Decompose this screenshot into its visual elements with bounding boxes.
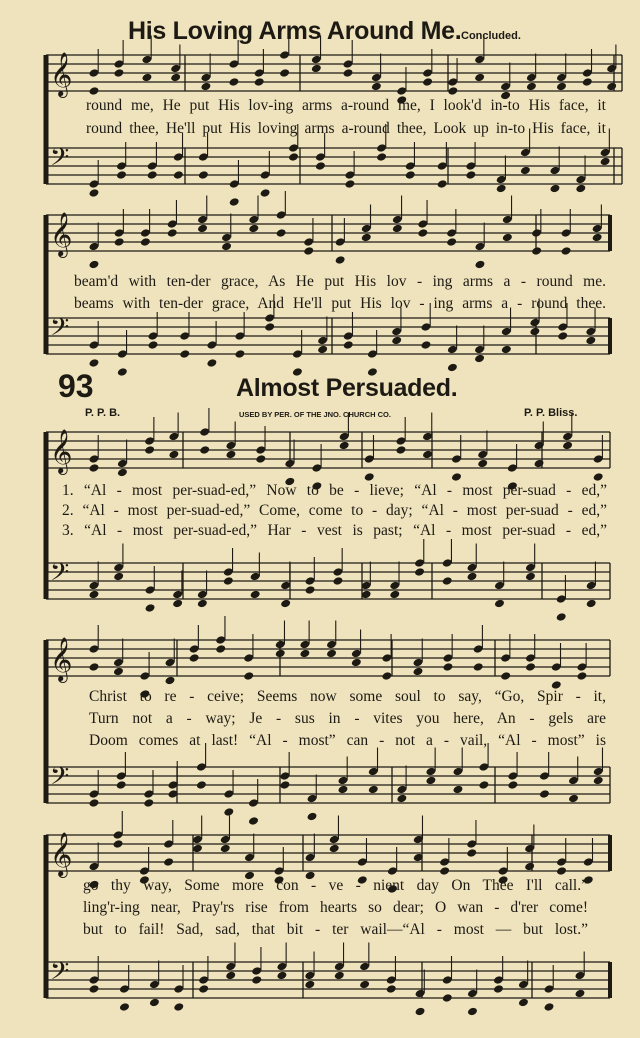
note-head xyxy=(89,260,100,270)
note-head xyxy=(334,971,345,981)
treble-clef-icon: 𝄞 xyxy=(50,832,73,876)
note-head xyxy=(392,224,403,234)
note-head xyxy=(606,82,617,92)
note-head xyxy=(437,179,448,189)
note-head xyxy=(562,441,573,451)
note-head xyxy=(332,576,343,586)
note-head xyxy=(414,567,425,577)
note-head xyxy=(465,170,476,180)
note-head xyxy=(225,971,236,981)
note-head xyxy=(116,780,127,790)
note-head xyxy=(451,472,462,482)
note-head xyxy=(315,161,326,171)
note-head xyxy=(496,184,507,194)
note-head xyxy=(234,349,245,359)
note-head xyxy=(391,336,402,346)
note-head xyxy=(344,179,355,189)
note-head xyxy=(264,322,275,332)
note-head xyxy=(576,671,587,681)
note-head xyxy=(167,228,178,238)
note-head xyxy=(89,463,100,473)
lyric-line: ling'r-ing near, Pray'rs rise from hearts so dear; O wan - d'rer come! xyxy=(83,899,588,916)
note-head xyxy=(386,984,397,994)
lyric-line: 2. “Al - most per-suad-ed,” Come, come to - day; “Al - most per-suad - ed,” xyxy=(62,502,607,519)
note-head xyxy=(165,676,176,686)
note-head xyxy=(192,844,203,854)
note-head xyxy=(140,237,151,247)
note-head xyxy=(148,340,159,350)
note-head xyxy=(251,975,262,985)
note-head xyxy=(556,82,567,92)
note-head xyxy=(396,445,407,455)
note-head xyxy=(206,358,217,368)
note-head xyxy=(343,340,354,350)
note-head xyxy=(389,590,400,600)
note-head xyxy=(442,993,453,1003)
note-head xyxy=(474,260,485,270)
note-head xyxy=(89,798,100,808)
note-head xyxy=(493,984,504,994)
note-head xyxy=(179,349,190,359)
note-head xyxy=(339,441,350,451)
lyric-line: beams with ten-der grace, And He'll put His lov - ing arms a - round thee. xyxy=(74,295,606,312)
lyric-line: Christ to re - ceive; Seems now some soul to say, “Go, Spir - it, xyxy=(89,688,606,705)
note-head xyxy=(539,789,550,799)
note-head xyxy=(439,866,450,876)
note-head xyxy=(422,77,433,87)
note-head xyxy=(518,998,529,1008)
note-head xyxy=(534,459,545,469)
note-head xyxy=(381,671,392,681)
note-head xyxy=(507,780,518,790)
note-head xyxy=(502,233,513,243)
note-head xyxy=(556,612,567,622)
lyric-line: round me, He put His lov-ing arms a-round me, I look'd in-to His face, it xyxy=(86,97,606,114)
note-head xyxy=(163,857,174,867)
note-head xyxy=(303,246,314,256)
note-head xyxy=(474,73,485,83)
note-head xyxy=(119,1002,130,1012)
note-head xyxy=(593,776,604,786)
note-head xyxy=(586,599,597,609)
note-head xyxy=(89,984,100,994)
note-head xyxy=(279,780,290,790)
note-head xyxy=(117,468,128,478)
words-credit: P. P. B. xyxy=(85,407,121,419)
lyric-line: 1. “Al - most per-suad-ed,” Now to be - lieve; “Al - most per-suad - ed,” xyxy=(62,482,607,499)
note-head xyxy=(520,166,531,176)
note-head xyxy=(197,599,208,609)
note-head xyxy=(196,780,207,790)
note-head xyxy=(89,358,100,368)
note-head xyxy=(276,228,287,238)
note-head xyxy=(361,233,372,243)
note-head xyxy=(221,242,232,252)
note-head xyxy=(442,662,453,672)
note-head xyxy=(307,812,318,822)
note-head xyxy=(575,989,586,999)
note-head xyxy=(198,170,209,180)
note-head xyxy=(550,184,561,194)
note-head xyxy=(168,450,179,460)
note-head xyxy=(335,255,346,265)
note-head xyxy=(89,86,100,96)
note-head xyxy=(582,77,593,87)
note-head xyxy=(143,798,154,808)
note-head xyxy=(189,653,200,663)
note-head xyxy=(544,1002,555,1012)
note-head xyxy=(215,644,226,654)
note-head xyxy=(147,170,158,180)
note-head xyxy=(89,188,100,198)
bass-clef-icon: 𝄢 xyxy=(50,313,70,348)
note-head xyxy=(568,794,579,804)
note-head xyxy=(113,839,124,849)
note-head xyxy=(351,658,362,668)
note-head xyxy=(228,77,239,87)
note-head xyxy=(288,152,299,162)
note-head xyxy=(173,1002,184,1012)
note-head xyxy=(477,459,488,469)
note-head xyxy=(525,662,536,672)
note-head xyxy=(442,576,453,586)
lyric-line: Doom comes at last! “Al - most” can - not a - vail, “Al - most” is xyxy=(89,732,606,749)
note-head xyxy=(276,971,287,981)
note-head xyxy=(600,157,611,167)
note-head xyxy=(585,336,596,346)
note-head xyxy=(417,228,428,238)
note-head xyxy=(557,331,568,341)
hymn-title: Almost Persuaded. xyxy=(236,374,458,402)
note-head xyxy=(114,237,125,247)
note-head xyxy=(225,450,236,460)
note-head xyxy=(116,170,127,180)
note-head xyxy=(467,1007,478,1017)
note-head xyxy=(478,780,489,790)
note-head xyxy=(405,170,416,180)
note-head xyxy=(248,816,259,826)
note-head xyxy=(117,367,128,377)
note-head xyxy=(329,844,340,854)
note-head xyxy=(199,445,210,455)
note-head xyxy=(145,603,156,613)
note-head xyxy=(413,667,424,677)
note-head xyxy=(317,345,328,355)
note-head xyxy=(526,82,537,92)
note-head xyxy=(304,980,315,990)
note-head xyxy=(446,237,457,247)
note-head xyxy=(144,445,155,455)
note-head xyxy=(280,599,291,609)
note-head xyxy=(254,77,265,87)
note-head xyxy=(575,184,586,194)
note-head xyxy=(364,472,375,482)
note-head xyxy=(326,649,337,659)
treble-clef-icon: 𝄞 xyxy=(50,212,73,256)
lyric-line: 3. “Al - most per-suad-ed,” Har - vest is past; “Al - most per-suad - ed,” xyxy=(62,522,607,539)
hymn-number: 93 xyxy=(58,368,94,404)
note-head xyxy=(338,785,349,795)
note-head xyxy=(529,327,540,337)
note-head xyxy=(260,188,271,198)
note-head xyxy=(593,472,604,482)
note-head xyxy=(279,68,290,78)
note-head xyxy=(501,345,512,355)
lyric-line: go thy way, Some more con - ve - nient day On Thee I'll call.” xyxy=(83,877,588,894)
note-head xyxy=(220,844,231,854)
bass-clef-icon: 𝄢 xyxy=(50,762,70,797)
note-head xyxy=(396,794,407,804)
note-head xyxy=(556,866,567,876)
note-head xyxy=(311,64,322,74)
hymn-title: His Loving Arms Around Me. xyxy=(128,17,462,45)
lyric-line: beam'd with ten-der grace, As He put His lov - ing arms a - round me. xyxy=(74,273,606,290)
treble-clef-icon: 𝄞 xyxy=(50,52,73,96)
note-head xyxy=(89,590,100,600)
treble-clef-icon: 𝄞 xyxy=(50,429,73,473)
note-head xyxy=(343,68,354,78)
note-head xyxy=(223,576,234,586)
note-head xyxy=(113,68,124,78)
note-head xyxy=(524,862,535,872)
bass-clef-icon: 𝄢 xyxy=(50,957,70,992)
lyric-line: Turn not a - way; Je - sus in - vites you here, An - gels are xyxy=(89,710,606,727)
note-head xyxy=(223,807,234,817)
note-head xyxy=(305,585,316,595)
note-head xyxy=(473,662,484,672)
note-head xyxy=(467,572,478,582)
treble-clef-icon: 𝄞 xyxy=(50,637,73,681)
note-head xyxy=(275,649,286,659)
note-head xyxy=(421,340,432,350)
note-head xyxy=(376,152,387,162)
note-head xyxy=(173,170,184,180)
note-head xyxy=(197,224,208,234)
note-head xyxy=(198,984,209,994)
note-head xyxy=(592,233,603,243)
note-head xyxy=(525,572,536,582)
note-head xyxy=(243,671,254,681)
note-head xyxy=(299,649,310,659)
bass-clef-icon: 𝄢 xyxy=(50,143,70,178)
note-head xyxy=(170,73,181,83)
music-credit: P. P. Bliss. xyxy=(524,407,578,419)
note-head xyxy=(172,599,183,609)
note-head xyxy=(89,662,100,672)
permission-note: USED BY PER. OF THE JNO. CHURCH CO. xyxy=(239,410,391,419)
note-head xyxy=(494,599,505,609)
note-head xyxy=(531,246,542,256)
note-head xyxy=(447,86,458,96)
note-head xyxy=(425,776,436,786)
note-head xyxy=(113,572,124,582)
note-head xyxy=(359,980,370,990)
bass-clef-icon: 𝄢 xyxy=(50,558,70,593)
note-head xyxy=(371,82,382,92)
note-head xyxy=(447,363,458,373)
note-head xyxy=(474,354,485,364)
note-head xyxy=(200,82,211,92)
note-head xyxy=(452,785,463,795)
note-head xyxy=(415,1007,426,1017)
lyric-line: round thee, He'll put His loving arms a-round thee, Look up in-to His face, it xyxy=(86,120,606,137)
note-head xyxy=(229,197,240,207)
note-head xyxy=(149,998,160,1008)
note-head xyxy=(255,454,266,464)
note-head xyxy=(141,73,152,83)
note-head xyxy=(248,224,259,234)
lyric-line: but to fail! Sad, sad, that bit - ter wail—“Al - most — but lost.” xyxy=(83,921,588,938)
note-head xyxy=(368,785,379,795)
note-head xyxy=(250,590,261,600)
note-head xyxy=(113,667,124,677)
note-head xyxy=(466,848,477,858)
concluded-note: Concluded. xyxy=(461,30,521,42)
note-head xyxy=(561,246,572,256)
note-head xyxy=(500,671,511,681)
